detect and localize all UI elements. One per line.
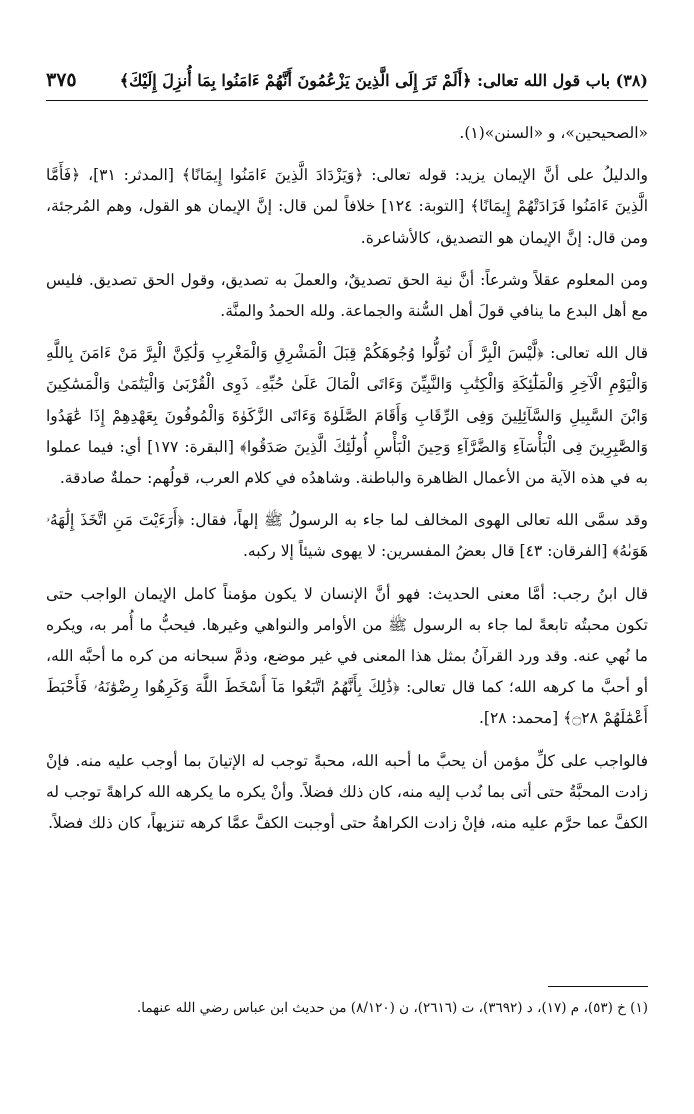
paragraph-7: فالواجب على كلِّ مؤمن أن يحبَّ ما أحبه الله، محبةً توجب له الإتيانَ بما أوجب عليه منه. فإنْ زادت المحبَّةُ حتى أتى بما نُدب إليه منه، كان ذلك فضلاً. وأنْ يكره ما يكرهه الله كراهةً توجب له الكفَّ عما حرَّم عليه منه، فإنْ زادت الكراهةُ حتى أوجبت الكفَّ عمَّا كرهه تنزيهاً، كان ذلك فضلاً. — [46, 751, 648, 833]
footnote: (١) خ (٥٣)، م (١٧)، د (٣٦٩٢)، ت (٢٦١٦)، ن (٨/١٢٠) من حديث ابن عباس رضي الله عنهما. — [136, 1000, 648, 1016]
book-page — [46, 0, 648, 1114]
paragraph-1: «الصحيحين»، و «السنن»(١). — [459, 124, 648, 142]
page-number: ٣٧٥ — [46, 69, 77, 91]
paragraph-6: قال ابنُ رجب: أمَّا معنى الحديث: فهو أنَّ الإنسان لا يكون مؤمناً كامل الإيمان الواجب حتى تكون محبتُه تابعةً لما جاء به الرسول ﷺ من الأوامر والنواهي وغيرها. فيحبُّ ما أُمر به، ويكره ما نُهي عنه. وقد ورد القرآنُ بمثل هذا المعنى في غير موضع، وذمَّ سبحانه من كره ما أحبَّه الله، أو أحبَّ ما كرهه الله؛ كما قال تعالى: ﴿ذَٰلِكَ بِأَنَّهُمُ اتَّبَعُوا مَآ أَسْخَطَ اللَّهَ وَكَرِهُوا رِضْوَٰنَهُۥ فَأَحْبَطَ أَعْمَٰلَهُمْ ۝٢٨﴾ [محمد: ٢٨]. — [46, 584, 648, 728]
page-body — [46, 118, 648, 850]
footnote-divider — [548, 986, 648, 987]
paragraph-4: قال الله تعالى: ﴿لَّيْسَ الْبِرَّ أَن تُوَلُّوا وُجُوهَكُمْ قِبَلَ الْمَشْرِقِ وَالْمَغْرِبِ وَلَٰكِنَّ الْبِرَّ مَنْ ءَامَنَ بِاللَّهِ وَالْيَوْمِ الْآخِرِ وَالْمَلَٰٓئِكَةِ وَالْكِتَٰبِ وَالنَّبِيِّنَ وَءَاتَى الْمَالَ عَلَىٰ حُبِّهِۦ ذَوِى الْقُرْبَىٰ وَالْيَتَٰمَىٰ وَالْمَسَٰكِينَ وَابْنَ السَّبِيلِ وَالسَّآئِلِينَ وَفِى الرِّقَابِ وَأَقَامَ الصَّلَوٰةَ وَءَاتَى الزَّكَوٰةَ وَالْمُوفُونَ بِعَهْدِهِمْ إِذَا عَٰهَدُوا وَالصَّٰبِرِينَ فِى الْبَأْسَآءِ وَالضَّرَّآءِ وَحِينَ الْبَأْسِ أُولَٰٓئِكَ الَّذِينَ صَدَقُوا﴾ [البقرة: ١٧٧] أي: فيما عملوا به في هذه الآية من الأعمال الظاهرة والباطنة. وشاهدُه في كلام العرب، قولُهم: حملةٌ صادقة. — [46, 344, 648, 488]
paragraph-5: وقد سمَّى الله تعالى الهوى المخالف لما جاء به الرسولُ ﷺ إلهاً، فقال: ﴿أَرَءَيْتَ مَنِ اتَّخَذَ إِلَٰهَهُۥ هَوَىٰهُ﴾ [الفرقان: ٤٣] قال بعضُ المفسرين: لا يهوى شيئاً إلا ركبه. — [46, 511, 648, 561]
page-header — [46, 64, 648, 96]
paragraph-3: ومن المعلوم عقلاً وشرعاً: أنَّ نية الحق تصديقٌ، والعملَ به تصديق، وقول الحق تصديق. فليس مع أهل البدع ما ينافي قولَ أهل السُّنة والجماعة. ولله الحمدُ والمنَّة. — [46, 270, 648, 321]
paragraph-2: والدليلُ على أنَّ الإيمان يزيد: قوله تعالى: ﴿وَيَزْدَادَ الَّذِينَ ءَامَنُوا إِيمَانًا﴾ [المدثر: ٣١]، ﴿فَأَمَّا الَّذِينَ ءَامَنُوا فَزَادَتْهُمْ إِيمَانًا﴾ [التوبة: ١٢٤] خلافاً لمن قال: إنَّ الإيمان هو القول، وهم المُرجئة، ومن قال: إنَّ الإيمان هو التصديق، كالأشاعرة. — [46, 166, 648, 247]
header-divider — [46, 100, 648, 101]
chapter-title: (٣٨) باب قول الله تعالى: ﴿أَلَمْ تَرَ إِلَى الَّذِينَ يَزْعُمُونَ أَنَّهُمْ ءَامَنُوا بِمَا أُنزِلَ إِلَيْكَ﴾ — [119, 70, 648, 90]
